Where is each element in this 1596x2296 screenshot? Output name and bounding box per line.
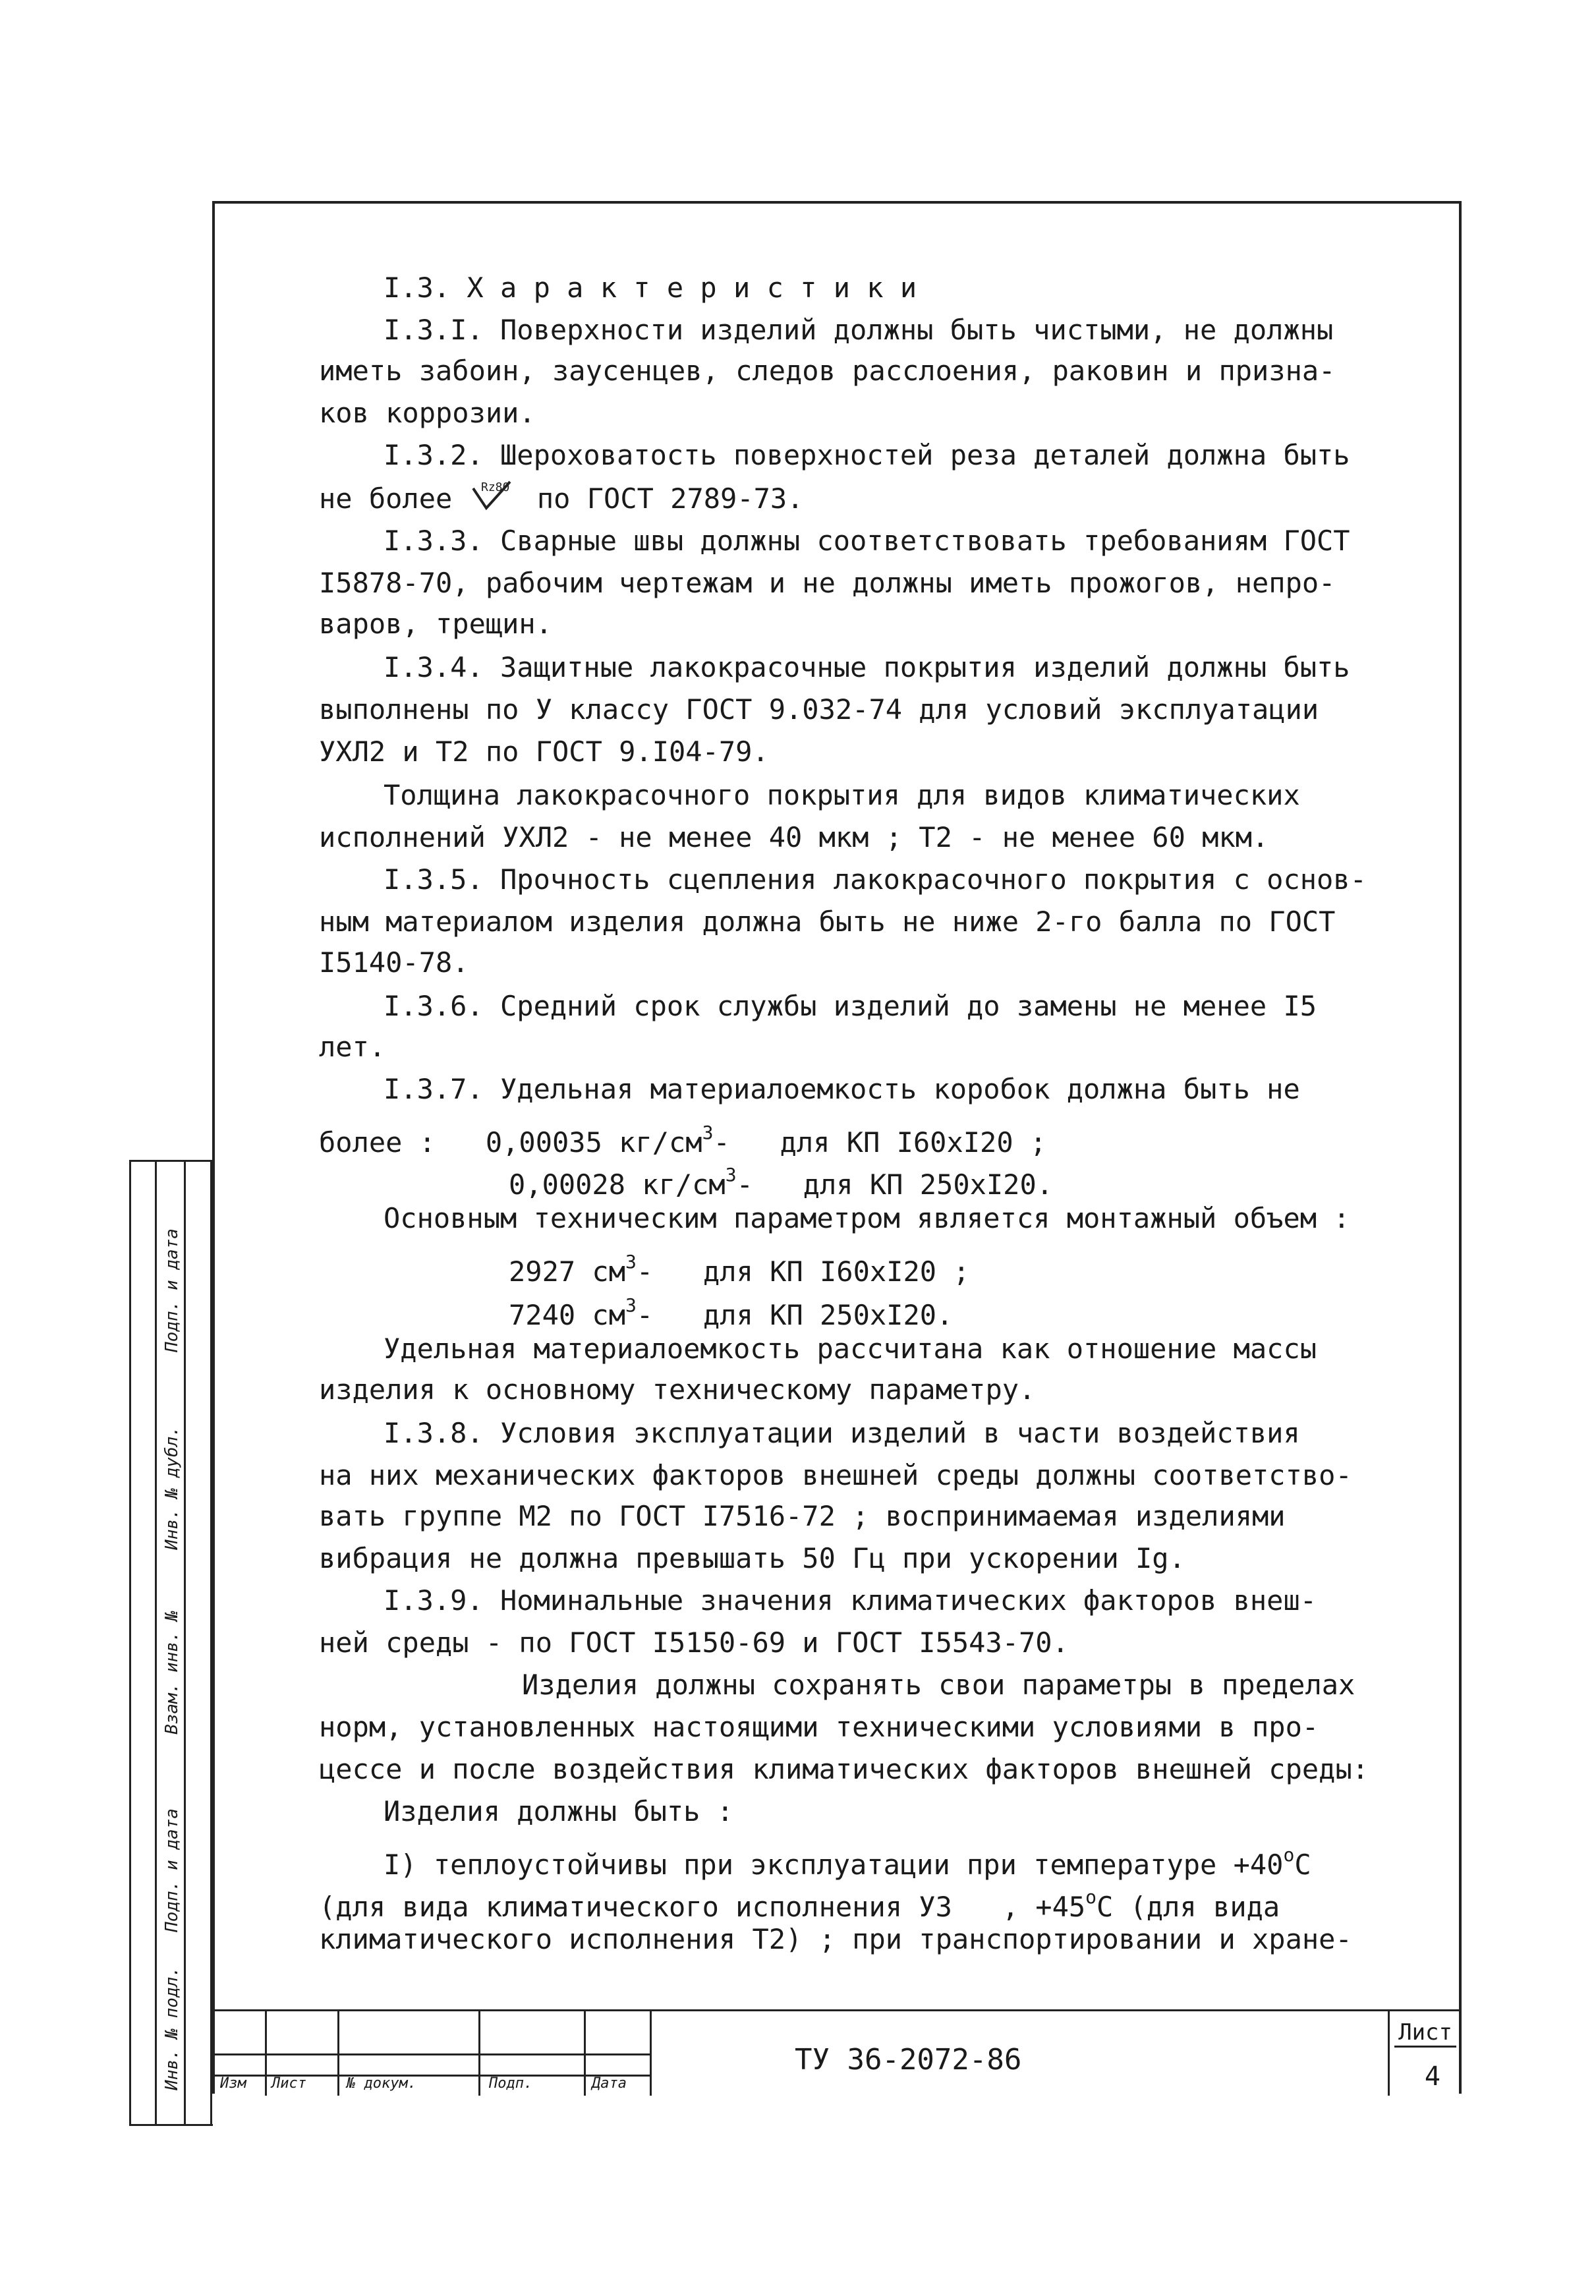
temperature-line: [319, 1879, 1280, 1926]
paragraph-line: I5140-78.: [319, 946, 469, 979]
margin-label: Инв. № дубл.: [162, 1426, 182, 1550]
section-heading: I.3. Х а р а к т е р и с т и к и: [384, 272, 917, 304]
line-text: - для КП 250хI20.: [736, 1168, 1054, 1201]
superscript: 3: [625, 1294, 637, 1316]
line-text: 7240 см: [509, 1299, 626, 1331]
paragraph-line: ков коррозии.: [319, 397, 536, 429]
stamp-col-divider: [337, 2011, 339, 2096]
stamp-col-divider: [478, 2011, 480, 2096]
paragraph-line: I.3.6. Средний срок службы изделий до замены не менее I5: [384, 990, 1317, 1022]
superscript: 3: [625, 1251, 637, 1273]
line-text: по ГОСТ 2789-73.: [536, 482, 804, 515]
line-text: 0,00028 кг/см: [509, 1168, 726, 1201]
formula-line: [319, 1114, 1046, 1161]
paragraph-line: ным материалом изделия должна быть не ниже 2-го балла по ГОСТ: [319, 905, 1336, 938]
formula-line: [509, 1157, 1053, 1203]
degree-superscript: o: [1283, 1844, 1295, 1866]
paragraph-line: норм, установленных настоящими техническими условиями в про-: [319, 1711, 1319, 1743]
paragraph-line: I.3.9. Номинальные значения климатических факторов внеш-: [384, 1584, 1317, 1617]
paragraph-line: климатического исполнения Т2) ; при транспортировании и хране-: [319, 1923, 1352, 1955]
paragraph-line: вибрация не должна превышать 50 Гц при ускорении Ig.: [319, 1542, 1185, 1574]
paragraph-line: ней среды - по ГОСТ I5150-69 и ГОСТ I5543-70.: [319, 1626, 1069, 1659]
line-text: - для КП I60хI20 ;: [636, 1255, 970, 1288]
paragraph-line: исполнений УХЛ2 - не менее 40 мкм ; Т2 - не менее 60 мкм.: [319, 821, 1269, 853]
document-code: ТУ 36-2072-86: [795, 2043, 1022, 2077]
stamp-col-divider: [1388, 2011, 1390, 2096]
stamp-column-label: Подп.: [489, 2075, 533, 2092]
formula-line: [509, 1287, 953, 1334]
stamp-column-label: Изм: [220, 2075, 246, 2092]
margin-label: Подп. и дата: [162, 1228, 182, 1352]
paragraph-line: выполнены по У классу ГОСТ 9.032-74 для условий эксплуатации: [319, 693, 1319, 726]
margin-column: [184, 1162, 212, 2124]
sheet-label: Лист: [1394, 2019, 1456, 2048]
paragraph-line: I.3.3. Сварные швы должны соответствовать требованиям ГОСТ: [384, 525, 1350, 557]
paragraph-line: Толщина лакокрасочного покрытия для видов климатических: [384, 779, 1300, 811]
paragraph-line: варов, трещин.: [319, 608, 553, 640]
line-text: - для КП I60хI20 ;: [713, 1126, 1047, 1159]
paragraph-line: Основным техническим параметром является монтажный объем :: [384, 1202, 1350, 1234]
sheet-number: 4: [1424, 2061, 1440, 2092]
page-frame: [212, 201, 1462, 2094]
paragraph-line: I.3.7. Удельная материалоемкость коробок должна быть не: [384, 1073, 1300, 1105]
paragraph-line: вать группе М2 по ГОСТ I7516-72 ; воспринимаемая изделиями: [319, 1500, 1286, 1532]
superscript: 3: [702, 1122, 714, 1143]
paragraph-line: изделия к основному техническому параметру.: [319, 1373, 1036, 1406]
margin-column: [131, 1162, 157, 2124]
paragraph-line: I.3.4. Защитные лакокрасочные покрытия изделий должны быть: [384, 651, 1350, 683]
paragraph-line: на них механических факторов внешней среды должны соответство-: [319, 1459, 1352, 1491]
margin-label: Инв. № подл.: [162, 1966, 182, 2090]
line-text: 2927 см: [509, 1255, 626, 1288]
stamp-col-divider: [265, 2011, 267, 2096]
stamp-col-divider: [650, 2011, 652, 2096]
degree-superscript: o: [1085, 1886, 1097, 1908]
superscript: 3: [725, 1164, 737, 1186]
stamp-column-label: № докум.: [347, 2075, 416, 2092]
paragraph-line: Изделия должны сохранять свои параметры в пределах: [522, 1669, 1355, 1701]
paragraph-line: цессе и после воздействия климатических факторов внешней среды:: [319, 1753, 1369, 1785]
title-block: [215, 2009, 1459, 2096]
paragraph-line: лет.: [319, 1031, 386, 1063]
paragraph-line: [319, 479, 803, 517]
paragraph-line: I.3.I. Поверхности изделий должны быть чистыми, не должны: [384, 314, 1334, 346]
paragraph-line: Удельная материалоемкость рассчитана как отношение массы: [384, 1333, 1317, 1365]
paragraph-line: I.3.2. Шероховатость поверхностей реза деталей должна быть: [384, 439, 1350, 471]
line-text: C: [1294, 1849, 1311, 1881]
paragraph-line: I.3.8. Условия эксплуатации изделий в части воздействия: [384, 1417, 1300, 1449]
margin-label: Подп. и дата: [162, 1808, 182, 1932]
margin-label: Взам. инв. №: [162, 1611, 182, 1735]
stamp-column-label: Лист: [271, 2075, 306, 2092]
line-text: более : 0,00035 кг/см: [319, 1126, 702, 1159]
stamp-column-label: Дата: [592, 2075, 627, 2092]
paragraph-line: иметь забоин, заусенцев, следов расслоения, раковин и призна-: [319, 355, 1336, 387]
stamp-col-divider: [584, 2011, 586, 2096]
left-margin-stamp: [129, 1160, 213, 2126]
paragraph-line: УХЛ2 и Т2 по ГОСТ 9.I04-79.: [319, 735, 769, 768]
line-text: (для вида климатического исполнения УЗ , +45: [319, 1891, 1086, 1923]
formula-line: [509, 1244, 970, 1290]
line-text: I) теплоустойчивы при эксплуатации при температуре +40: [384, 1849, 1284, 1881]
paragraph-line: I.3.5. Прочность сцепления лакокрасочного покрытия с основ-: [384, 863, 1367, 896]
line-text: C (для вида: [1097, 1891, 1280, 1923]
paragraph-line: Изделия должны быть :: [384, 1795, 734, 1827]
roughness-value: Rz80: [480, 480, 509, 494]
temperature-line: [384, 1837, 1311, 1883]
paragraph-line: I5878-70, рабочим чертежам и не должны иметь прожогов, непро-: [319, 567, 1336, 599]
line-text: не более: [319, 482, 453, 515]
line-text: - для КП 250хI20.: [636, 1299, 954, 1331]
roughness-symbol-icon: [469, 479, 521, 512]
